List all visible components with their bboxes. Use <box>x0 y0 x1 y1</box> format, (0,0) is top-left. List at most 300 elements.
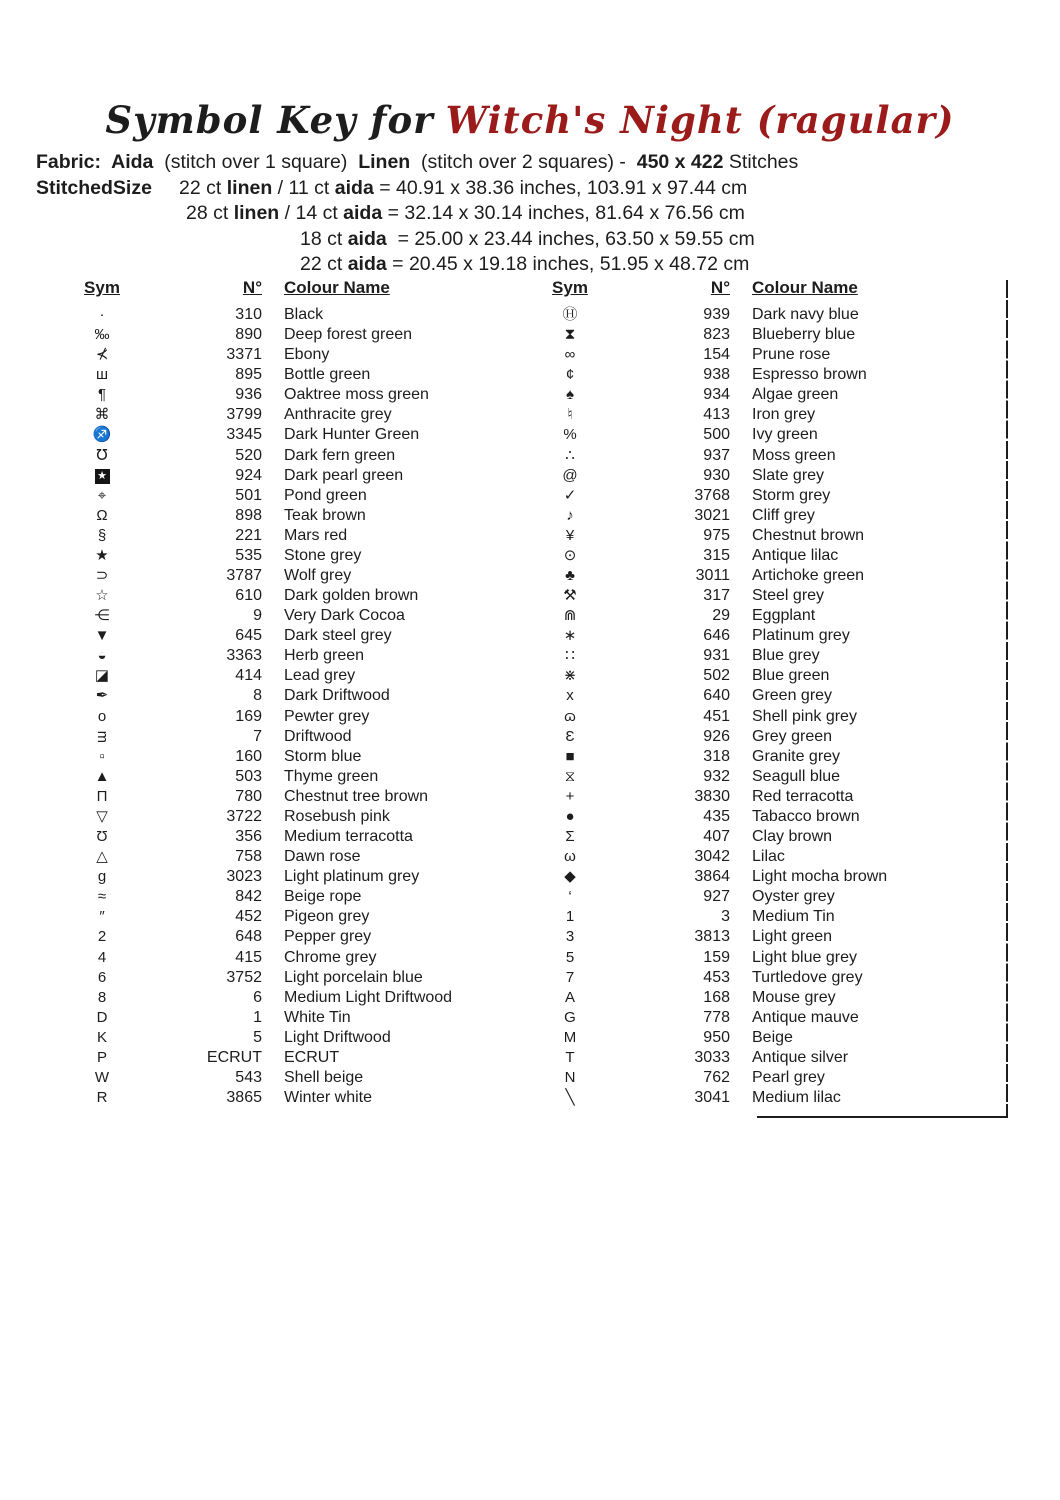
number-cell: 937 <box>703 446 730 464</box>
info-line-size-22ct <box>0 252 1060 278</box>
table-row <box>530 385 1002 405</box>
colour-name-cell: Light porcelain blue <box>284 968 423 986</box>
number-cell: 3864 <box>694 868 730 886</box>
sym-cell: ⧗ <box>564 326 576 344</box>
colour-name-cell: Clay brown <box>752 828 833 846</box>
colour-name-cell: Tabacco brown <box>752 807 860 825</box>
colour-name-cell: Blue grey <box>752 647 820 665</box>
sym-cell: 4 <box>97 948 107 966</box>
number-cell: 318 <box>703 747 730 765</box>
number-cell: 939 <box>703 306 730 323</box>
colour-name-cell: Pond green <box>284 486 367 504</box>
colour-name-cell: Stone grey <box>284 546 362 564</box>
number-cell: 3722 <box>226 807 262 825</box>
colour-name-cell: Pearl grey <box>752 1068 825 1086</box>
number-cell: 930 <box>703 466 730 484</box>
number-cell: 646 <box>703 627 730 645</box>
number-cell: 3787 <box>226 567 262 585</box>
info-segment: / 14 ct <box>279 202 344 225</box>
table-row <box>62 867 534 887</box>
colour-name-cell: Winter white <box>284 1089 373 1107</box>
table-row <box>62 586 534 606</box>
info-segment: aida <box>343 202 383 225</box>
table-row <box>62 1068 534 1088</box>
info-segment: aida <box>347 227 387 250</box>
table-row <box>62 827 534 847</box>
colour-name-cell: Beige <box>752 1028 793 1046</box>
table-row <box>62 486 534 506</box>
sym-cell: g <box>97 868 107 886</box>
table-row <box>530 325 1002 345</box>
colour-name-cell: Prune rose <box>752 346 831 364</box>
table-row <box>530 1088 1002 1108</box>
table-row <box>530 446 1002 466</box>
number-cell: 890 <box>235 326 262 344</box>
sym-cell: ⋇ <box>563 667 577 685</box>
title-pattern-name: Witch's Night (ragular) <box>445 98 955 142</box>
info-segment: = 40.91 x 38.36 inches, 103.91 x 97.44 cm <box>373 176 748 199</box>
number-cell: 154 <box>703 346 730 364</box>
number-cell: 407 <box>703 828 730 846</box>
header-colour-name: Colour Name <box>284 278 390 297</box>
colour-name-cell: Medium terracotta <box>284 828 413 846</box>
table-row <box>530 566 1002 586</box>
table-row <box>62 666 534 686</box>
table-row <box>62 968 534 988</box>
header-colour-name: Colour Name <box>752 278 858 297</box>
number-cell: 453 <box>703 968 730 986</box>
colour-name-cell: Green grey <box>752 687 833 705</box>
table-row <box>530 546 1002 566</box>
colour-name-cell: Dark navy blue <box>752 306 859 323</box>
number-cell: 503 <box>235 767 262 785</box>
table-row <box>62 1048 534 1068</box>
info-segment: aida <box>347 253 387 276</box>
colour-name-cell: Dark Driftwood <box>284 687 390 705</box>
number-cell: 3023 <box>226 868 262 886</box>
colour-name-cell: Thyme green <box>284 767 379 785</box>
number-cell: 500 <box>703 426 730 444</box>
sym-cell: ‰ <box>94 326 110 344</box>
sym-cell: ☆ <box>95 587 109 605</box>
table-row <box>62 646 534 666</box>
table-row <box>62 988 534 1008</box>
sym-cell: A <box>564 988 575 1006</box>
sym-cell: ɷ <box>564 707 576 725</box>
colour-name-cell: Chestnut brown <box>752 526 865 544</box>
number-cell: 3813 <box>694 928 730 946</box>
colour-name-cell: Ebony <box>284 346 330 364</box>
colour-name-cell: Espresso brown <box>752 366 867 384</box>
number-cell: 501 <box>235 486 262 504</box>
table-row <box>530 345 1002 365</box>
number-cell: 780 <box>235 787 262 805</box>
table-row <box>530 486 1002 506</box>
sym-cell: ✓ <box>563 486 577 504</box>
colour-name-cell: Pepper grey <box>284 928 372 946</box>
sym-cell: 1 <box>565 908 575 926</box>
sym-cell: ♠ <box>566 386 574 404</box>
colour-name-cell: White Tin <box>284 1008 351 1026</box>
number-cell: 3 <box>721 908 730 926</box>
sym-cell: ♣ <box>565 567 575 585</box>
table-row <box>62 787 534 807</box>
sym-cell: ⌘ <box>94 406 110 424</box>
table-row <box>530 887 1002 907</box>
table-row <box>62 948 534 968</box>
header-sym: Sym <box>84 278 120 297</box>
table-bottom-border <box>757 1116 1008 1118</box>
table-row <box>530 606 1002 626</box>
number-cell: 310 <box>235 306 262 323</box>
number-cell: 640 <box>703 687 730 705</box>
colour-name-cell: Medium lilac <box>752 1089 841 1107</box>
table-row <box>62 546 534 566</box>
number-cell: 5 <box>253 1028 262 1046</box>
table-row <box>62 385 534 405</box>
sym-cell: ⊃ <box>95 567 109 585</box>
table-row <box>530 1028 1002 1048</box>
number-cell: 778 <box>703 1008 730 1026</box>
info-segment: linen <box>233 202 280 225</box>
sym-cell: G <box>564 1008 576 1026</box>
table-row <box>530 646 1002 666</box>
right-rows-container <box>530 305 1002 1108</box>
number-cell: 8 <box>253 687 262 705</box>
table-row <box>530 1048 1002 1068</box>
table-row <box>62 807 534 827</box>
number-cell: 413 <box>703 406 730 424</box>
info-segment: / 11 ct <box>272 176 335 199</box>
number-cell: 3799 <box>226 406 262 424</box>
info-line-stitched-size <box>0 176 1060 202</box>
sym-cell: P <box>96 1048 107 1066</box>
sym-cell: Σ <box>565 828 575 846</box>
table-row <box>530 727 1002 747</box>
number-cell: 3768 <box>694 486 730 504</box>
table-row <box>530 466 1002 486</box>
sym-cell: Ɛ <box>565 727 575 745</box>
colour-name-cell: Lilac <box>752 848 785 866</box>
table-row <box>62 526 534 546</box>
sym-cell: ¶ <box>97 386 107 404</box>
number-cell: 452 <box>235 908 262 926</box>
sym-cell: ∞ <box>564 346 576 364</box>
sym-cell: x <box>566 687 574 705</box>
sym-cell: ⚒ <box>563 587 577 605</box>
table-row <box>530 626 1002 646</box>
sym-cell: Π <box>96 787 108 805</box>
sym-cell: ⋲ <box>94 607 110 625</box>
sym-cell: ⧖ <box>564 767 576 785</box>
sym-cell: ¢ <box>565 366 575 384</box>
table-row <box>530 686 1002 706</box>
number-cell: 3363 <box>226 647 262 665</box>
table-row <box>530 968 1002 988</box>
colour-name-cell: Shell pink grey <box>752 707 857 725</box>
info-segment: (stitch over 2 squares) - <box>410 151 637 173</box>
table-row <box>530 506 1002 526</box>
column-header <box>530 278 1002 305</box>
sym-cell: 3 <box>565 928 575 946</box>
number-cell: 3371 <box>226 346 262 364</box>
colour-name-cell: Seagull blue <box>752 767 841 785</box>
colour-name-cell: Storm grey <box>752 486 831 504</box>
colour-name-cell: Light Driftwood <box>284 1028 391 1046</box>
table-row <box>62 325 534 345</box>
colour-name-cell: Chestnut tree brown <box>284 787 429 805</box>
colour-name-cell: Granite grey <box>752 747 841 765</box>
info-segment: StitchedSize <box>36 176 152 199</box>
sym-cell: T <box>565 1048 575 1066</box>
number-cell: 762 <box>703 1068 730 1086</box>
colour-name-cell: Artichoke green <box>752 567 865 585</box>
number-cell: 926 <box>703 727 730 745</box>
number-cell: 6 <box>253 988 262 1006</box>
number-cell: 932 <box>703 767 730 785</box>
colour-name-cell: Steel grey <box>752 587 825 605</box>
colour-name-cell: Dark Hunter Green <box>284 426 420 444</box>
table-row <box>530 425 1002 445</box>
number-cell: 7 <box>253 727 262 745</box>
sym-cell: ∴ <box>565 446 575 464</box>
sym-cell <box>62 466 142 486</box>
inverted-symbol: ★ <box>95 469 110 484</box>
table-row <box>530 847 1002 867</box>
number-cell: 451 <box>703 707 730 725</box>
number-cell: 3865 <box>226 1089 262 1107</box>
number-cell: 415 <box>235 948 262 966</box>
info-segment: 22 ct <box>151 176 227 199</box>
table-row <box>62 686 534 706</box>
number-cell: 502 <box>703 667 730 685</box>
sym-cell: ● <box>565 807 575 825</box>
table-row <box>530 405 1002 425</box>
table-row <box>530 948 1002 968</box>
colour-name-cell: Light platinum grey <box>284 868 420 886</box>
sym-cell: 8 <box>97 988 107 1006</box>
table-row <box>530 787 1002 807</box>
table-row <box>62 727 534 747</box>
sym-cell: ✒ <box>95 687 109 705</box>
info-segment: 450 x 422 <box>636 151 724 173</box>
table-row <box>530 807 1002 827</box>
colour-name-cell: Red terracotta <box>752 787 854 805</box>
number-cell: 159 <box>703 948 730 966</box>
sym-cell: @ <box>562 466 578 484</box>
number-cell: 938 <box>703 366 730 384</box>
colour-name-cell: Antique mauve <box>752 1008 859 1026</box>
table-row <box>62 506 534 526</box>
colour-name-cell: Anthracite grey <box>284 406 392 424</box>
table-row <box>62 1028 534 1048</box>
number-cell: 927 <box>703 888 730 906</box>
number-cell: 823 <box>703 326 730 344</box>
number-cell: 168 <box>703 988 730 1006</box>
sym-cell: Ʊ <box>96 828 108 846</box>
colour-name-cell: Medium Light Driftwood <box>284 988 453 1006</box>
colour-name-cell: ECRUT <box>284 1048 340 1066</box>
colour-name-cell: Deep forest green <box>284 326 413 344</box>
sym-cell: ▽ <box>96 807 108 825</box>
number-cell: 160 <box>235 747 262 765</box>
table-row <box>530 927 1002 947</box>
table-row <box>62 446 534 466</box>
sym-cell: % <box>563 426 577 444</box>
table-row <box>530 1008 1002 1028</box>
colour-name-cell: Dark fern green <box>284 446 396 464</box>
colour-name-cell: Lead grey <box>284 667 356 685</box>
table-row <box>62 345 534 365</box>
table-row <box>62 747 534 767</box>
number-cell: 414 <box>235 667 262 685</box>
number-cell: 169 <box>235 707 262 725</box>
colour-name-cell: Driftwood <box>284 727 352 745</box>
info-segment: linen <box>226 176 273 199</box>
table-row <box>530 1068 1002 1088</box>
number-cell: 1 <box>253 1008 262 1026</box>
header-number: N° <box>242 278 262 297</box>
header-sym: Sym <box>552 278 588 297</box>
number-cell: 645 <box>235 627 262 645</box>
colour-name-cell: Mouse grey <box>752 988 836 1006</box>
sym-cell: D <box>96 1008 108 1026</box>
number-cell: 221 <box>235 526 262 544</box>
table-row <box>530 867 1002 887</box>
title-prefix: Symbol Key for <box>105 98 434 142</box>
header-number: N° <box>710 278 730 297</box>
sym-cell: ≈ <box>97 888 107 906</box>
colour-name-cell: Light blue grey <box>752 948 857 966</box>
table-row <box>530 827 1002 847</box>
number-cell: 975 <box>703 526 730 544</box>
page-title <box>0 98 1060 142</box>
sym-cell: ◒ <box>97 647 107 665</box>
sym-cell: 6 <box>97 968 107 986</box>
table-row <box>530 586 1002 606</box>
table-row <box>530 707 1002 727</box>
number-cell: 924 <box>235 466 262 484</box>
info-segment: Fabric: Aida <box>36 151 154 173</box>
number-cell: 520 <box>235 446 262 464</box>
colour-name-cell: Light green <box>752 928 833 946</box>
colour-name-cell: Chrome grey <box>284 948 377 966</box>
colour-name-cell: Cliff grey <box>752 506 815 524</box>
table-right-border <box>1006 280 1008 1118</box>
sym-cell: ¥ <box>565 526 575 544</box>
sym-cell: ■ <box>565 747 575 765</box>
info-segment: aida <box>334 176 374 199</box>
info-line-fabric <box>0 150 1060 176</box>
number-cell: 898 <box>235 506 262 524</box>
sym-cell: R <box>96 1089 108 1107</box>
info-segment: = 32.14 x 30.14 inches, 81.64 x 76.56 cm <box>382 202 745 225</box>
sym-cell: △ <box>96 848 108 866</box>
table-row <box>62 566 534 586</box>
colour-name-cell: Blue green <box>752 667 830 685</box>
colour-name-cell: Dark golden brown <box>284 587 419 605</box>
sym-cell: Ⓗ <box>562 306 578 323</box>
colour-name-cell: Mars red <box>284 526 348 544</box>
info-segment: Linen <box>358 151 411 173</box>
number-cell: 610 <box>235 587 262 605</box>
table-row <box>62 907 534 927</box>
info-segment: 22 ct <box>300 253 348 276</box>
sym-cell: + <box>565 787 575 805</box>
info-segment: 18 ct <box>300 227 348 250</box>
number-cell: 950 <box>703 1028 730 1046</box>
sym-cell: § <box>97 526 107 544</box>
table-row <box>62 466 534 486</box>
number-cell: 3021 <box>694 506 730 524</box>
number-cell: 29 <box>712 607 730 625</box>
info-segment: (stitch over 1 square) <box>153 151 359 173</box>
number-cell: 3345 <box>226 426 262 444</box>
colour-name-cell: Teak brown <box>284 506 366 524</box>
number-cell: 758 <box>235 848 262 866</box>
info-segment: = 20.45 x 19.18 inches, 51.95 x 48.72 cm <box>386 253 750 276</box>
colour-name-cell: Dark pearl green <box>284 466 404 484</box>
sym-cell: ╲ <box>565 1089 575 1107</box>
number-cell: 535 <box>235 546 262 564</box>
number-cell: 356 <box>235 828 262 846</box>
table-row <box>530 747 1002 767</box>
number-cell: 3033 <box>694 1048 730 1066</box>
info-line-size-18ct <box>0 227 1060 253</box>
table-row <box>62 707 534 727</box>
sym-cell: 7 <box>565 968 575 986</box>
sym-cell: M <box>563 1028 577 1046</box>
sym-cell: ◆ <box>564 868 576 886</box>
colour-name-cell: Antique silver <box>752 1048 849 1066</box>
colour-name-cell: Medium Tin <box>752 908 835 926</box>
number-cell: 317 <box>703 587 730 605</box>
number-cell: 895 <box>235 366 262 384</box>
number-cell: 648 <box>235 928 262 946</box>
sym-cell: ″ <box>99 908 105 926</box>
sym-cell: ▫ <box>99 747 105 765</box>
colour-name-cell: Bottle green <box>284 366 371 384</box>
number-cell: ECRUT <box>206 1048 262 1066</box>
sym-cell: · <box>99 306 105 323</box>
sym-cell: ω <box>564 848 576 866</box>
colour-name-cell: Pewter grey <box>284 707 370 725</box>
colour-name-cell: Dark steel grey <box>284 627 392 645</box>
table-row <box>62 927 534 947</box>
colour-name-cell: Pigeon grey <box>284 908 370 926</box>
sym-cell: ▲ <box>94 767 110 785</box>
colour-name-cell: Herb green <box>284 647 365 665</box>
table-row <box>530 988 1002 1008</box>
colour-name-cell: Wolf grey <box>284 567 352 585</box>
table-row <box>62 767 534 787</box>
sym-cell: ♮ <box>567 406 573 424</box>
colour-name-cell: Shell beige <box>284 1068 364 1086</box>
sym-cell: ★ <box>95 546 109 564</box>
colour-name-cell: Blueberry blue <box>752 326 856 344</box>
table-row <box>62 425 534 445</box>
colour-name-cell: Beige rope <box>284 888 362 906</box>
info-segment: = 25.00 x 23.44 inches, 63.50 x 59.55 cm <box>386 227 755 250</box>
number-cell: 3752 <box>226 968 262 986</box>
fabric-info-block <box>0 150 1060 278</box>
sym-cell: W <box>94 1068 110 1086</box>
sym-cell: ᴟ <box>97 727 107 745</box>
sym-cell: Ω <box>96 506 108 524</box>
colour-name-cell: Algae green <box>752 386 839 404</box>
sym-cell: ⋒ <box>563 607 577 625</box>
table-row <box>530 666 1002 686</box>
